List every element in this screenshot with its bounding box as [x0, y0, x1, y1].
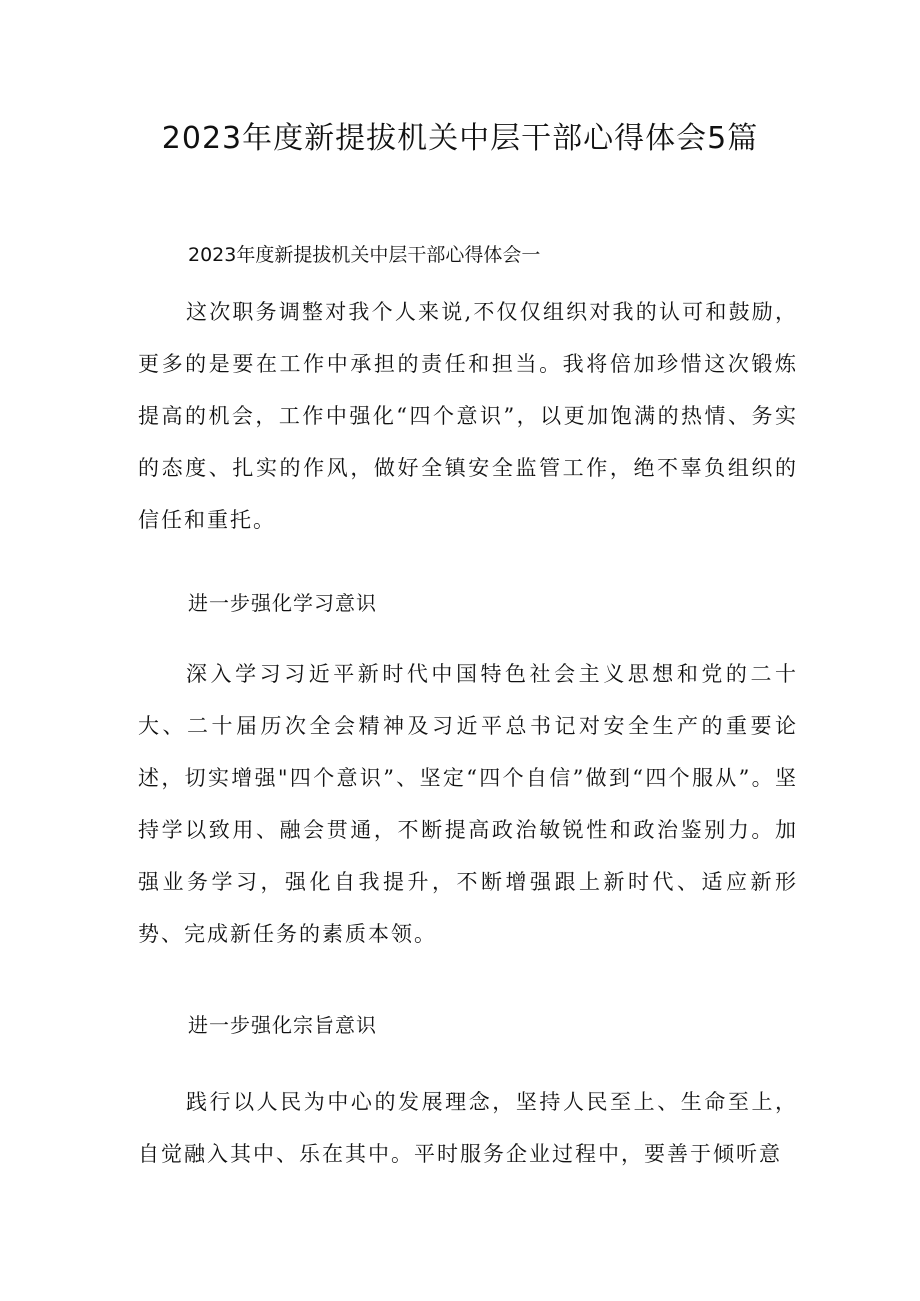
paragraph-2: 深入学习习近平新时代中国特色社会主义思想和党的二十大、二十届历次全会精神及习近平总书记对安全生产的重要论述，切实增强"四个意识”、坚定“四个自信”做到“四个服从”。坚持学以致用、融会贯通，不断提高政治敏锐性和政治鉴别力。加强业务学习，强化自我提升，不断增强跟上新时代、适应新形势、完成新任务的素质本领。 [138, 662, 798, 946]
section-heading-2: 进一步强化宗旨意识 [188, 1013, 377, 1037]
document-title: 2023年度新提拔机关中层干部心得体会5篇 [161, 121, 759, 156]
paragraph-3: 践行以人民为中心的发展理念，坚持人民至上、生命至上，自觉融入其中、乐在其中。平时服务企业过程中，要善于倾听意 [138, 1090, 798, 1166]
section-subtitle: 2023年度新提拔机关中层干部心得体会一 [188, 244, 541, 266]
paragraph-1: 这次职务调整对我个人来说,不仅仅组织对我的认可和鼓励，更多的是要在工作中承担的责任和担当。我将倍加珍惜这次锻炼提高的机会，工作中强化“四个意识”，以更加饱满的热情、务实的态度、扎实的作风，做好全镇安全监管工作，绝不辜负组织的信任和重托。 [138, 300, 798, 532]
section-heading-1: 进一步强化学习意识 [188, 591, 377, 615]
